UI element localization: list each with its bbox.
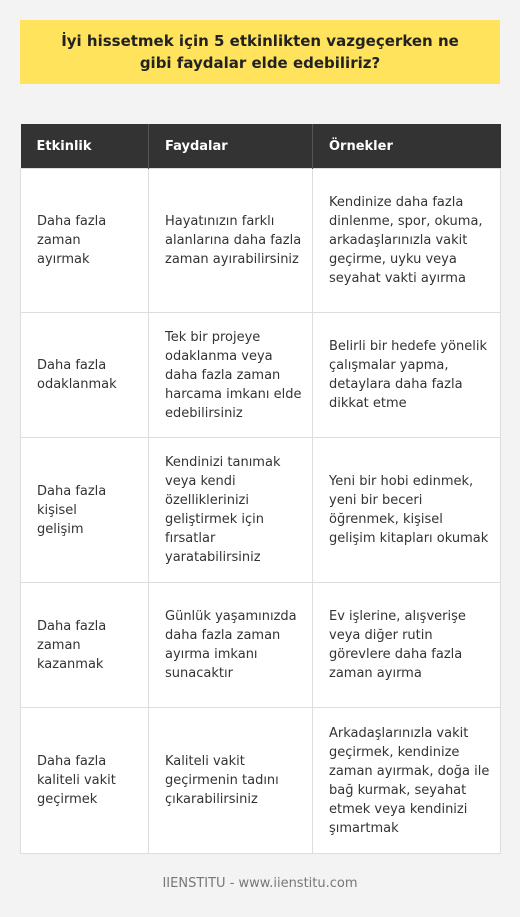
table-row (21, 438, 501, 583)
table-row (21, 583, 501, 708)
cell-ornekler: Ev işlerine, alışverişe veya diğer rutin görevlere daha fazla zaman ayırma (313, 583, 501, 708)
footer-credit: IIENSTITU - www.iienstitu.com (162, 876, 358, 891)
cell-faydalar: Kendinizi tanımak veya kendi özelliklerinizi geliştirmek için fırsatlar yaratabilirsiniz (149, 438, 313, 583)
cell-etkinlik: Daha fazla kişisel gelişim (21, 438, 149, 583)
cell-ornekler: Kendinize daha fazla dinlenme, spor, okuma, arkadaşlarınızla vakit geçirme, uyku veya seyahat vakti ayırma (313, 169, 501, 313)
cell-etkinlik: Daha fazla zaman kazanmak (21, 583, 149, 708)
header-ornekler: Örnekler (313, 124, 501, 169)
table-row (21, 313, 501, 438)
cell-etkinlik: Daha fazla kaliteli vakit geçirmek (21, 708, 149, 854)
cell-etkinlik: Daha fazla zaman ayırmak (21, 169, 149, 313)
cell-etkinlik: Daha fazla odaklanmak (21, 313, 149, 438)
table-row (21, 708, 501, 854)
header-faydalar: Faydalar (149, 124, 313, 169)
cell-faydalar: Hayatınızın farklı alanlarına daha fazla zaman ayırabilirsiniz (149, 169, 313, 313)
cell-faydalar: Tek bir projeye odaklanma veya daha fazla zaman harcama imkanı elde edebilirsiniz (149, 313, 313, 438)
table-row (21, 169, 501, 313)
page-title: İyi hissetmek için 5 etkinlikten vazgeçerken ne gibi faydalar elde edebiliriz? (61, 32, 459, 72)
table-header-row (21, 124, 501, 169)
benefits-table (20, 124, 501, 854)
header-etkinlik: Etkinlik (21, 124, 149, 169)
title-banner (20, 20, 500, 84)
cell-ornekler: Belirli bir hedefe yönelik çalışmalar yapma, detaylara daha fazla dikkat etme (313, 313, 501, 438)
cell-ornekler: Yeni bir hobi edinmek, yeni bir beceri öğrenmek, kişisel gelişim kitapları okumak (313, 438, 501, 583)
cell-ornekler: Arkadaşlarınızla vakit geçirmek, kendinize zaman ayırmak, doğa ile bağ kurmak, seyahat etmek veya kendinizi şımartmak (313, 708, 501, 854)
cell-faydalar: Günlük yaşamınızda daha fazla zaman ayırma imkanı sunacaktır (149, 583, 313, 708)
cell-faydalar: Kaliteli vakit geçirmenin tadını çıkarabilirsiniz (149, 708, 313, 854)
